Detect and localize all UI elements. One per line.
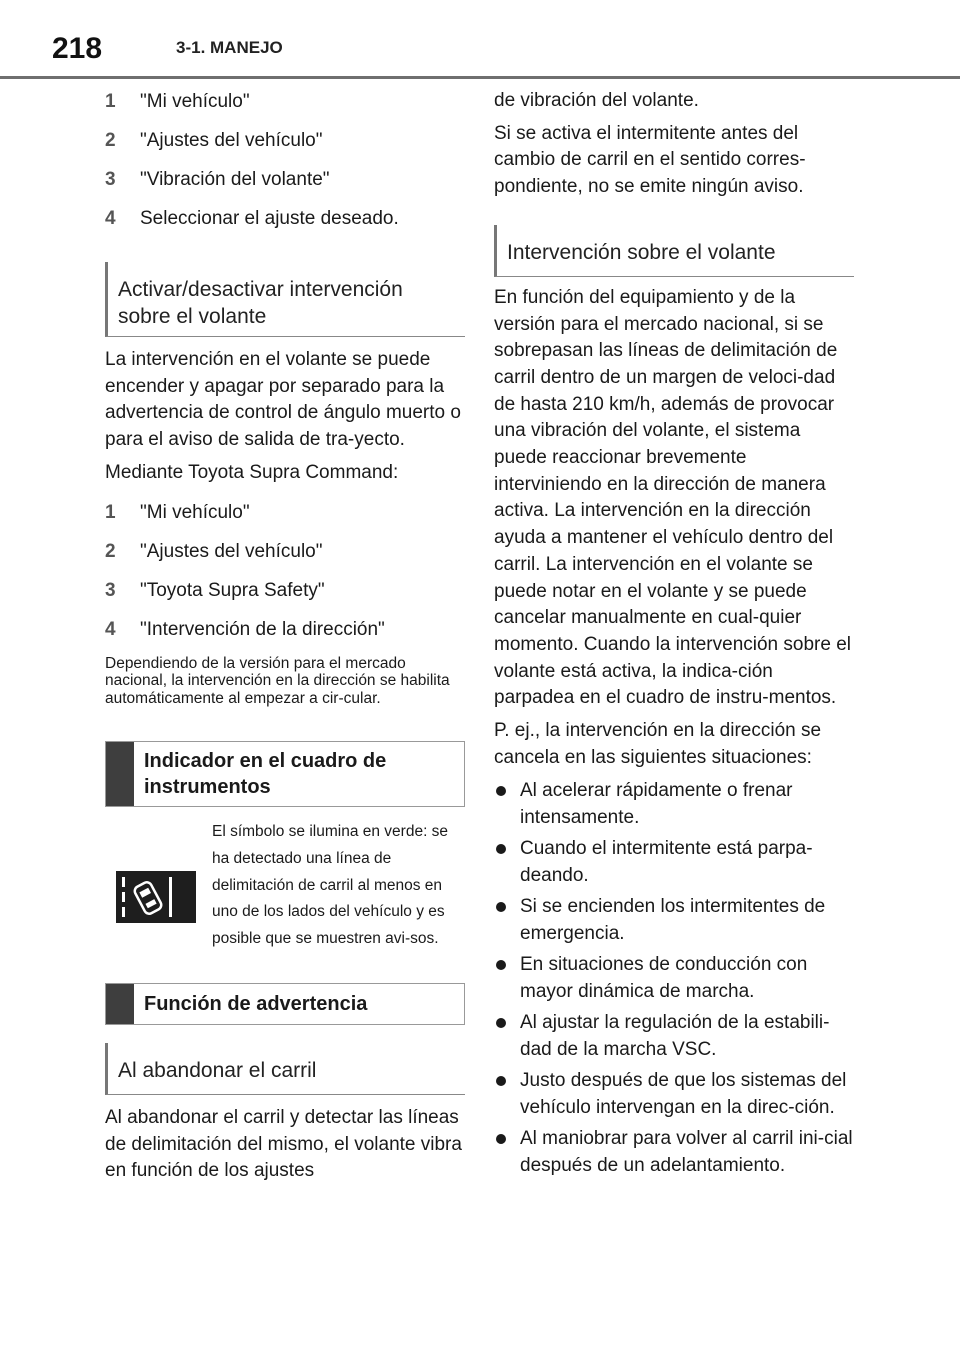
bullet-text: Al acelerar rápidamente o frenar intensamente. — [520, 780, 793, 829]
bullet-item — [494, 777, 854, 831]
left-column — [105, 84, 465, 1191]
bullet-text: Al ajustar la regulación de la estabili-dad de la marcha VSC. — [520, 1012, 830, 1061]
lane-departure-icon — [116, 871, 196, 923]
bullet-text: Justo después de que los sistemas del vehículo intervengan en la direc-ción. — [520, 1070, 847, 1119]
heading-indicator — [105, 741, 465, 807]
bullet-text: Si se encienden los intermitentes de emergencia. — [520, 896, 826, 945]
section-title: 3-1. MANEJO — [176, 38, 283, 57]
step-number: 4 — [105, 208, 116, 229]
step-text: "Ajustes del vehículo" — [140, 130, 323, 151]
step-number: 3 — [105, 169, 116, 190]
paragraph: P. ej., la intervención en la dirección se cancela en las siguientes situaciones: — [494, 720, 822, 768]
step-item — [105, 127, 465, 154]
step-number: 1 — [105, 91, 116, 112]
subheading-toggle-steering — [105, 262, 465, 337]
bullet-item — [494, 1009, 854, 1063]
paragraph: La intervención en el volante se puede encender y apagar por separado para la advertencia de control de ángulo muerto o para el aviso de salida de tra-yecto. — [105, 349, 461, 451]
step-number: 1 — [105, 501, 116, 523]
step-text: Seleccionar el ajuste deseado. — [140, 208, 399, 229]
step-text: "Vibración del volante" — [140, 169, 330, 190]
step-number: 4 — [105, 618, 116, 640]
paragraph: Al abandonar el carril y detectar las líneas de delimitación del mismo, el volante vibra en función de los ajustes — [105, 1107, 462, 1182]
step-item — [105, 538, 465, 565]
bullet-dot-icon — [494, 1125, 520, 1179]
step-item — [105, 616, 465, 643]
step-text: "Intervención de la dirección" — [140, 618, 385, 640]
step-item — [105, 205, 465, 232]
step-number: 2 — [105, 540, 116, 562]
step-item — [105, 166, 465, 193]
subheading-leaving-lane: Al abandonar el carril — [105, 1043, 465, 1095]
paragraph: de vibración del volante. — [494, 90, 699, 111]
bullet-item — [494, 1125, 854, 1179]
indicator-description: El símbolo se ilumina en verde: se ha detectado una línea de delimitación de carril al menos en uno de los lados del vehículo y es posible que se muestren avi-sos. — [212, 823, 449, 948]
header-rule — [0, 76, 960, 79]
step-number: 3 — [105, 579, 116, 601]
heading-line: instrumentos — [144, 776, 271, 799]
bullet-item — [494, 951, 854, 1005]
heading-warning-function — [105, 983, 465, 1025]
heading-shade — [106, 984, 134, 1024]
step-item — [105, 88, 465, 115]
bullet-item — [494, 1067, 854, 1121]
right-column — [494, 84, 854, 1183]
step-text: "Mi vehículo" — [140, 501, 250, 523]
subheading-steering-intervention: Intervención sobre el volante — [494, 225, 854, 277]
step-number: 2 — [105, 130, 116, 151]
heading-label — [134, 742, 396, 806]
paragraph: Si se activa el intermitente antes del cambio de carril en el sentido corres-pondiente, no se emite ningún aviso. — [494, 122, 806, 198]
bullet-dot-icon — [494, 951, 520, 1005]
subheading-line: Activar/desactivar intervención — [118, 278, 403, 301]
subheading-line: sobre el volante — [118, 305, 267, 328]
bullet-item — [494, 835, 854, 889]
note-text: Dependiendo de la versión para el mercado nacional, la intervención en la dirección se habilita automáticamente al empezar a cir-cular. — [105, 654, 450, 707]
bullet-text: Cuando el intermitente está parpa-deando. — [520, 838, 813, 887]
bullet-dot-icon — [494, 777, 520, 831]
bullet-text: Al maniobrar para volver al carril ini-cial después de un adelantamiento. — [520, 1128, 853, 1177]
paragraph: En función del equipamiento y de la versión para el mercado nacional, si se sobrepasan las líneas de delimitación de carril dentro de un margen de veloci-dad de hasta 210 km/h, además de provocar una vibración del volante, el sistema puede reaccionar brevemente interviniendo en la dirección de manera activa. La intervención en la dirección ayuda a mantener el vehículo dentro del carril. La intervención en el volante se puede notar en el volante y se puede cancelar manualmente en cual-quier momento. Cuando la intervención sobre el volante está activa, la indica-ción parpadea en el cuadro de instru-mentos. — [494, 286, 851, 709]
bullet-dot-icon — [494, 1067, 520, 1121]
step-item — [105, 577, 465, 604]
step-text: "Toyota Supra Safety" — [140, 579, 325, 601]
step-text: "Mi vehículo" — [140, 91, 250, 112]
bullet-text: En situaciones de conducción con mayor dinámica de marcha. — [520, 954, 808, 1003]
bullet-item — [494, 893, 854, 947]
heading-shade — [106, 742, 134, 806]
heading-label: Función de advertencia — [144, 993, 368, 1015]
bullet-dot-icon — [494, 1009, 520, 1063]
step-text: "Ajustes del vehículo" — [140, 540, 323, 562]
step-item — [105, 499, 465, 526]
bullet-dot-icon — [494, 893, 520, 947]
page-number: 218 — [52, 32, 103, 65]
heading-line: Indicador en el cuadro de — [144, 750, 387, 773]
paragraph: Mediante Toyota Supra Command: — [105, 461, 399, 483]
indicator-row — [105, 819, 465, 953]
bullet-dot-icon — [494, 835, 520, 889]
